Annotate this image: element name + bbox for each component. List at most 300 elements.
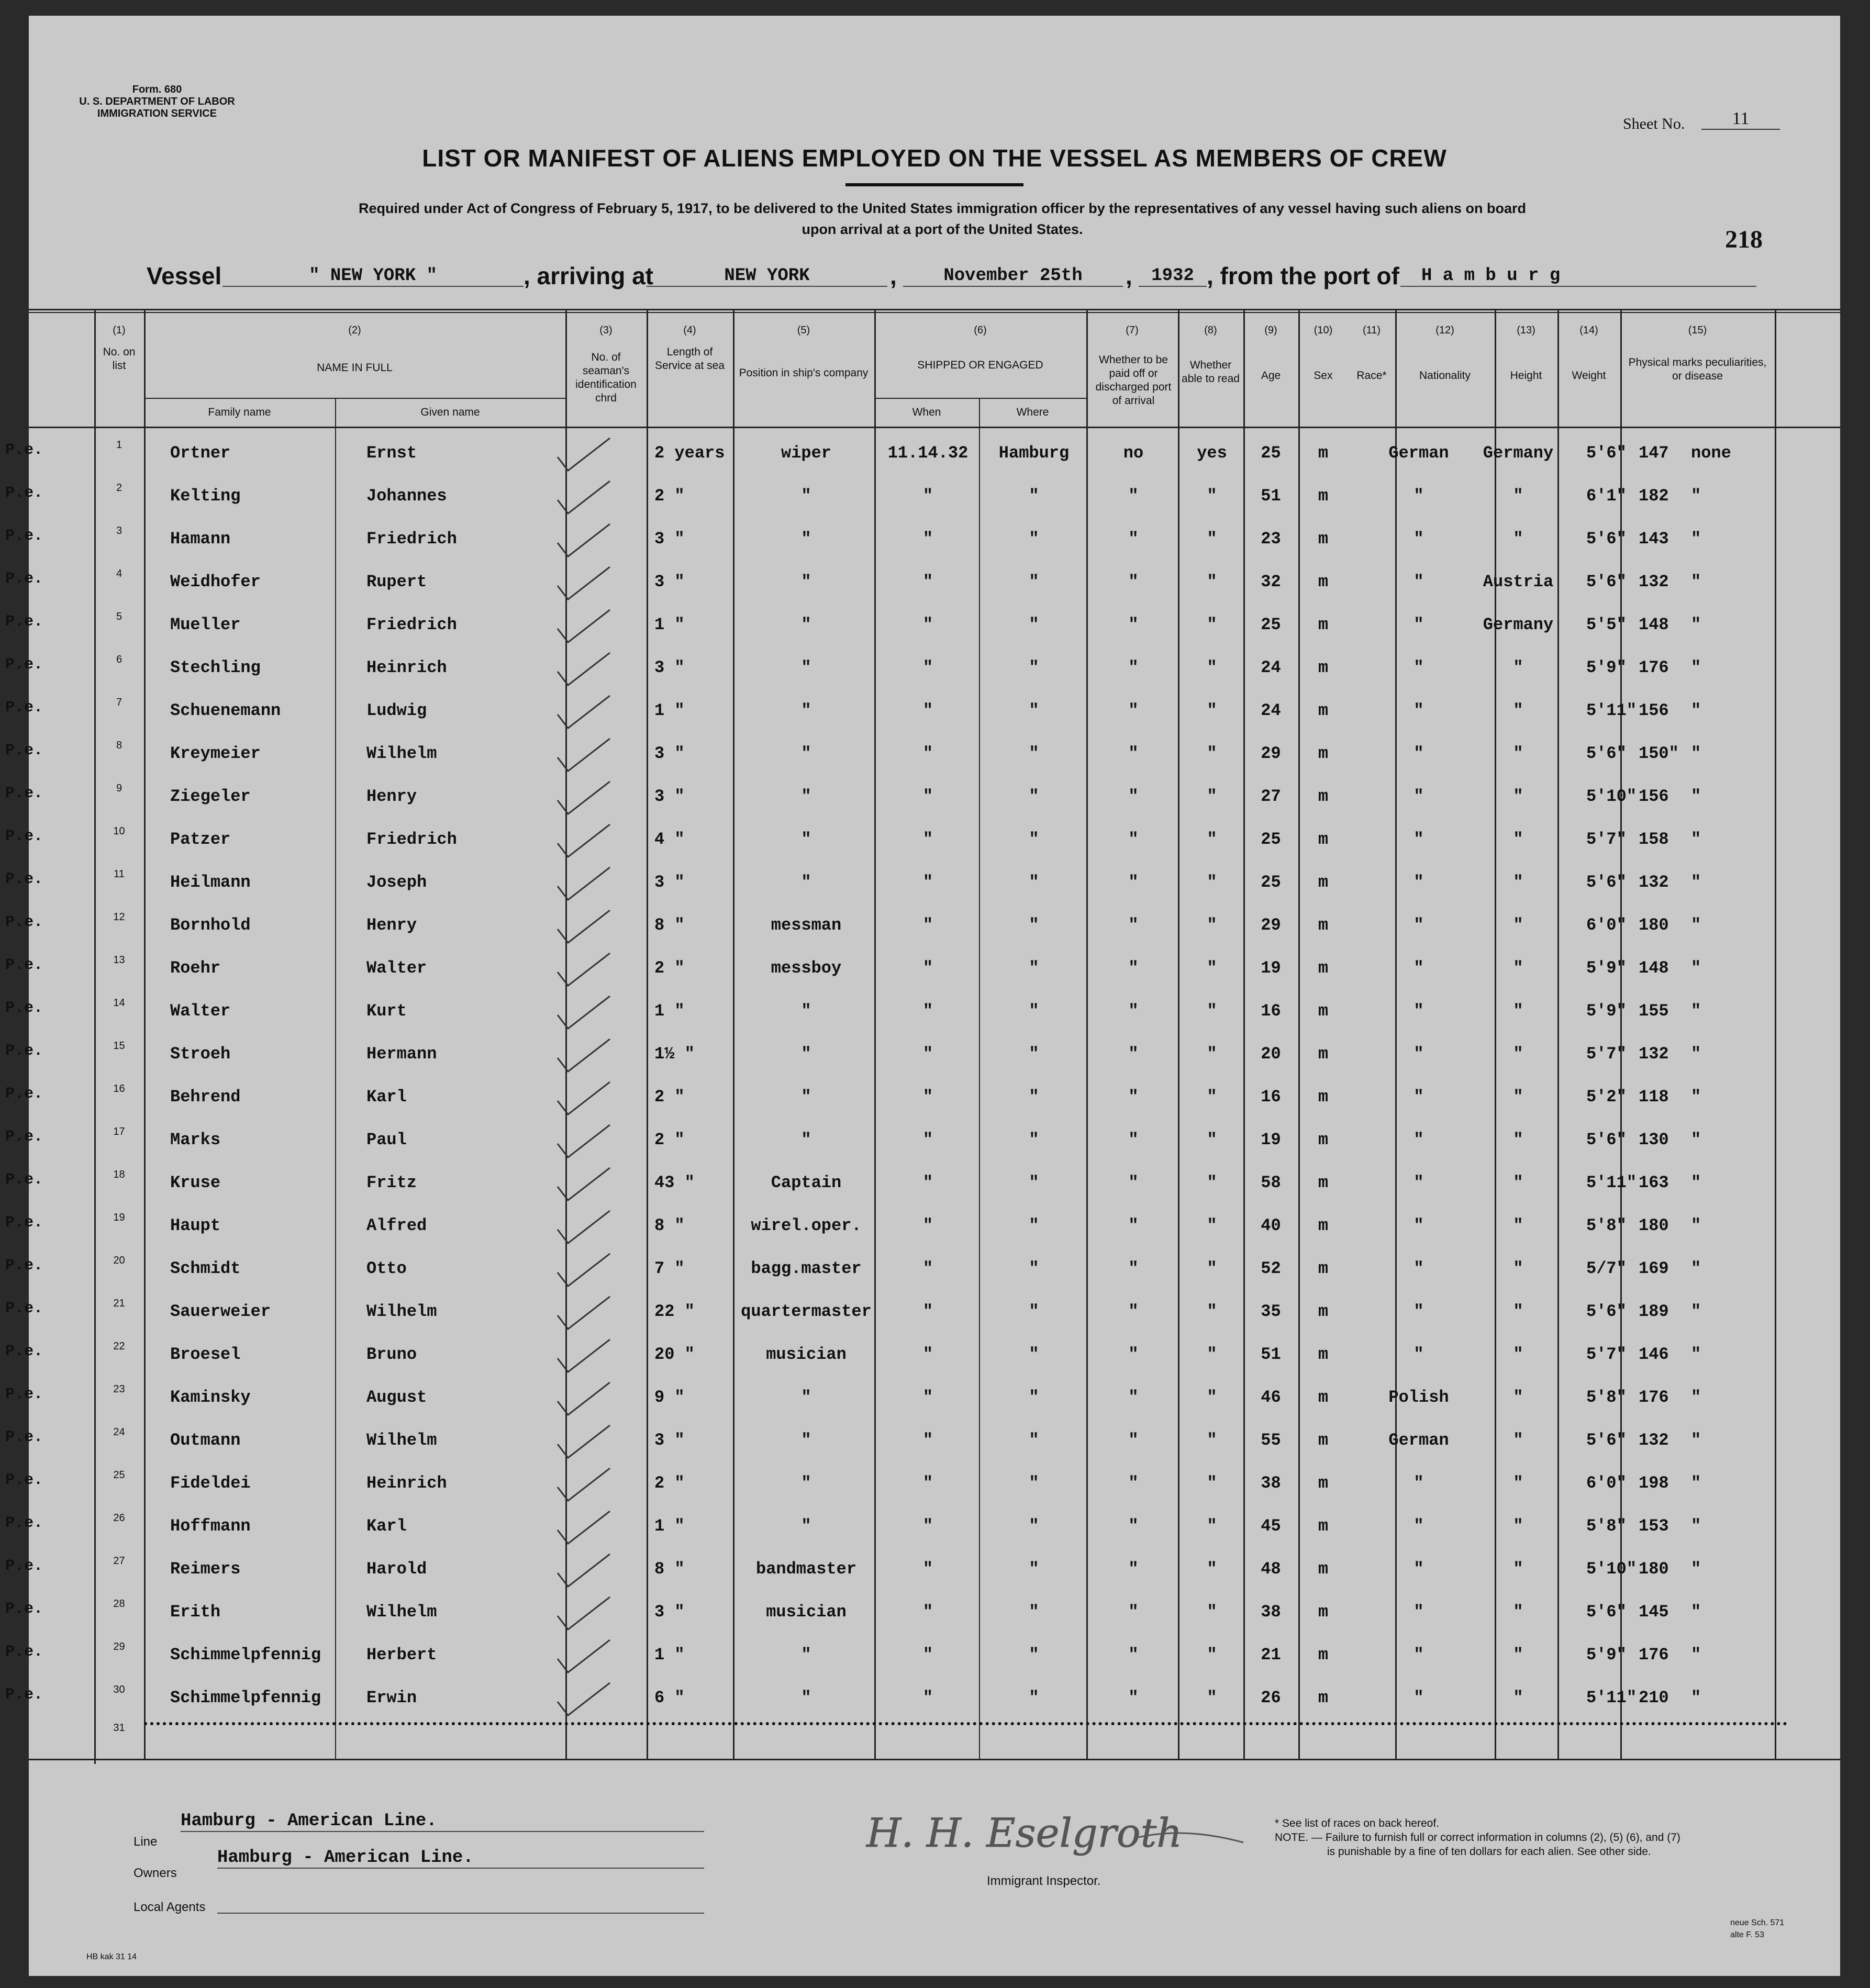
col-num-15: (15) [1688,325,1707,336]
cell-age: 16 [1261,1001,1281,1021]
cell-paid: " [1128,486,1139,506]
cell-weight: 118 [1639,1087,1669,1107]
cell-age: 38 [1261,1602,1281,1622]
cell-height: 5'6" [1586,1602,1627,1622]
cell-sex: m [1318,1087,1329,1107]
row-annotation-mark: P.e. [5,956,43,974]
cell-position: musician [766,1602,847,1622]
checkmark-icon [552,1552,615,1589]
table-row [5,1548,1840,1589]
local-agents-label: Local Agents [133,1900,206,1914]
cell-marks: " [1691,1044,1701,1064]
table-row [5,1333,1840,1374]
cell-service: 3 " [654,873,685,892]
col-num-6: (6) [974,325,987,336]
cell-family: Bornhold [170,915,251,935]
header-bottom-rule [29,427,1840,428]
cell-family: Haupt [170,1216,221,1235]
cell-when: " [922,1645,933,1665]
row-annotation-mark: P.e. [5,1171,43,1189]
row-annotation-mark: P.e. [5,1128,43,1146]
cell-age: 16 [1261,1087,1281,1107]
cell-marks: " [1691,486,1701,506]
cell-no: 5 [116,611,123,622]
cell-given: Henry [366,915,417,935]
cell-height: 5'11" [1586,1173,1637,1192]
cell-family: Heilmann [170,873,251,892]
cell-given: Friedrich [366,529,457,549]
cell-position: " [801,572,811,591]
cell-family: Walter [170,1001,231,1021]
col-header-marks: Physical marks peculiarities, or disease [1628,356,1767,382]
col-num-5: (5) [797,325,810,336]
cell-paid: " [1128,1516,1139,1536]
cell-sex: m [1318,1559,1329,1579]
cell-family: Schimmelpfennig [170,1688,321,1707]
cell-given: Paul [366,1130,407,1149]
cell-service: 3 " [654,529,685,549]
cell-no: 19 [113,1212,125,1223]
cell-when: " [922,958,933,978]
cell-weight: 182 [1639,486,1669,506]
cell-height: 5'11" [1586,701,1637,720]
cell-when: " [922,915,933,935]
cell-family: Stroeh [170,1044,231,1064]
cell-when: " [922,787,933,806]
cell-sex: m [1318,1645,1329,1665]
row-annotation-mark: P.e. [5,527,43,545]
cell-given: Friedrich [366,830,457,849]
cell-nationality: " [1513,1173,1523,1192]
cell-paid: " [1128,1645,1139,1665]
cell-sex: m [1318,701,1329,720]
cell-position: " [801,1645,811,1665]
cell-race: " [1413,615,1424,634]
row-annotation-mark: P.e. [5,441,43,459]
checkmark-icon [552,1337,615,1374]
table-row [5,990,1840,1031]
col-num-7: (7) [1126,325,1139,336]
cell-weight: 198 [1639,1473,1669,1493]
cell-when: " [922,1259,933,1278]
cell-read: " [1207,958,1217,978]
schedule-new: neue Sch. 571 [1730,1918,1785,1927]
row-annotation-mark: P.e. [5,913,43,931]
cell-paid: " [1128,958,1139,978]
cell-race: " [1413,1688,1424,1707]
cell-sex: m [1318,1130,1329,1149]
cell-paid: " [1128,1173,1139,1192]
cell-paid: " [1128,1044,1139,1064]
cell-age: 46 [1261,1388,1281,1407]
cell-given: Joseph [366,873,427,892]
cell-weight: 146 [1639,1345,1669,1364]
cell-nationality: " [1513,830,1523,849]
cell-paid: " [1128,658,1139,677]
owners-label: Owners [133,1866,177,1880]
cell-where: " [1029,701,1039,720]
cell-where: " [1029,1302,1039,1321]
checkmark-icon [552,1252,615,1288]
cell-race: " [1413,1259,1424,1278]
cell-position: " [801,1516,811,1536]
checkmark-icon [552,608,615,644]
cell-height: 5/7" [1586,1259,1627,1278]
cell-when: " [922,1688,933,1707]
arrival-date: November 25th [903,266,1123,287]
cell-where: " [1029,873,1039,892]
table-row [5,1591,1840,1632]
cell-read: " [1207,1602,1217,1622]
cell-where: " [1029,1130,1039,1149]
cell-age: 26 [1261,1688,1281,1707]
cell-weight: 155 [1639,1001,1669,1021]
cell-no: 11 [114,868,125,880]
cell-weight: 176 [1639,1388,1669,1407]
checkmark-icon [552,436,615,473]
checkmark-icon [552,1294,615,1331]
cell-age: 27 [1261,787,1281,806]
cell-paid: " [1128,1473,1139,1493]
cell-service: 3 " [654,658,685,677]
cell-where: " [1029,1473,1039,1493]
cell-family: Kruse [170,1173,221,1192]
cell-nationality: " [1513,873,1523,892]
cell-age: 29 [1261,744,1281,763]
cell-weight: 150" [1639,744,1679,763]
cell-when: " [922,744,933,763]
vessel-name: " NEW YORK " [222,266,524,287]
cell-paid: " [1128,529,1139,549]
cell-weight: 132 [1639,1431,1669,1450]
cell-when: " [922,1001,933,1021]
cell-marks: " [1691,1431,1701,1450]
cell-race: " [1413,529,1424,549]
cell-nationality: " [1513,1431,1523,1450]
cell-read: " [1207,701,1217,720]
cell-read: " [1207,486,1217,506]
cell-nationality: " [1513,1259,1523,1278]
cell-marks: " [1691,1216,1701,1235]
cell-read: " [1207,787,1217,806]
cell-service: 3 " [654,787,685,806]
cell-no: 13 [113,954,125,966]
table-row [5,1634,1840,1674]
col-header-given: Given name [420,406,480,418]
cell-where: " [1029,1645,1039,1665]
cell-no: 25 [113,1469,125,1481]
cell-read: " [1207,1087,1217,1107]
cell-where: " [1029,1087,1039,1107]
checkmark-icon [552,736,615,773]
cell-given: Alfred [366,1216,427,1235]
cell-nationality: " [1513,1302,1523,1321]
cell-service: 1½ " [654,1044,695,1064]
cell-weight: 210 [1639,1688,1669,1707]
col-header-height: Height [1510,370,1542,382]
cell-height: 5'6" [1586,443,1627,463]
cell-service: 3 " [654,572,685,591]
cell-position: messboy [771,958,842,978]
end-of-list-line [144,1722,1788,1725]
cell-marks: " [1691,744,1701,763]
cell-family: Erith [170,1602,221,1622]
checkmark-icon [552,908,615,945]
cell-paid: " [1128,1602,1139,1622]
cell-when: " [922,701,933,720]
cell-position: " [801,1130,811,1149]
cell-no: 20 [113,1255,125,1266]
checkmark-icon [552,865,615,902]
cell-race: " [1413,1473,1424,1493]
cell-no: 9 [116,783,123,794]
svg-text:H. H. Eselgroth: H. H. Eselgroth [866,1810,1183,1856]
cell-read: " [1207,1516,1217,1536]
col-header-weight: Weight [1572,370,1606,382]
cell-nationality: Germany [1483,615,1554,634]
cell-family: Kaminsky [170,1388,251,1407]
checkmark-icon [552,1123,615,1159]
page-title: LIST OR MANIFEST OF ALIENS EMPLOYED ON THE VESSEL AS MEMBERS OF CREW [422,144,1447,172]
col-header-nationality: Nationality [1419,370,1471,382]
cell-paid: " [1128,744,1139,763]
cell-age: 25 [1261,443,1281,463]
cell-no: 16 [113,1083,125,1094]
cell-position: " [801,830,811,849]
cell-marks: " [1691,1345,1701,1364]
row-annotation-mark: P.e. [5,785,43,802]
cell-height: 5'9" [1586,1645,1627,1665]
row-annotation-mark: P.e. [5,1257,43,1275]
cell-when: " [922,1302,933,1321]
cell-position: " [801,1431,811,1450]
cell-service: 2 " [654,958,685,978]
cell-when: " [922,830,933,849]
table-row [5,475,1840,516]
cell-family: Outmann [170,1431,241,1450]
cell-paid: " [1128,1688,1139,1707]
col-header-name: NAME IN FULL [317,362,393,374]
cell-service: 20 " [654,1345,695,1364]
cell-when: " [922,1516,933,1536]
cell-weight: 158 [1639,830,1669,849]
cell-nationality: " [1513,1645,1523,1665]
table-row [5,1247,1840,1288]
cell-age: 32 [1261,572,1281,591]
col-header-read: Whether able to read [1182,359,1240,385]
cell-race: " [1413,1216,1424,1235]
cell-given: Otto [366,1259,407,1278]
row-annotation-mark: P.e. [5,570,43,588]
cell-race: " [1413,1602,1424,1622]
cell-sex: m [1318,1001,1329,1021]
cell-no: 6 [116,654,123,665]
table-row [5,1376,1840,1417]
cell-family: Fideldei [170,1473,251,1493]
cell-position: " [801,1001,811,1021]
cell-race: " [1413,1645,1424,1665]
cell-family: Hamann [170,529,231,549]
table-top-rule [29,309,1840,310]
checkmark-icon [552,694,615,730]
cell-position: wiper [781,443,831,463]
cell-service: 22 " [654,1302,695,1321]
printer-code: HB kak 31 14 [86,1952,137,1961]
cell-race: Polish [1388,1388,1449,1407]
cell-where: " [1029,1216,1039,1235]
cell-when: " [922,1473,933,1493]
row-annotation-mark: P.e. [5,1514,43,1532]
cell-no: 2 [116,482,123,494]
col-num-3: (3) [599,325,613,336]
cell-nationality: " [1513,1216,1523,1235]
row-annotation-mark: P.e. [5,484,43,502]
cell-marks: " [1691,1388,1701,1407]
cell-family: Ziegeler [170,787,251,806]
cell-marks: " [1691,787,1701,806]
cell-paid: " [1128,830,1139,849]
cell-no: 17 [113,1126,125,1137]
cell-marks: " [1691,1516,1701,1536]
table-row [5,1204,1840,1245]
cell-age: 23 [1261,529,1281,549]
cell-given: Heinrich [366,1473,447,1493]
table-row [5,818,1840,859]
cell-race: " [1413,1130,1424,1149]
cell-weight: 169 [1639,1259,1669,1278]
cell-family: Stechling [170,658,261,677]
row-annotation-mark: P.e. [5,1214,43,1232]
cell-when: " [922,486,933,506]
cell-race: " [1413,958,1424,978]
manifest-code: 218 [1725,226,1763,253]
cell-when: " [922,572,933,591]
cell-family: Ortner [170,443,231,463]
cell-no: 24 [113,1426,125,1438]
col-num-11: (11) [1362,325,1381,336]
cell-paid: " [1128,1087,1139,1107]
departure-port: H a m b u r g [1400,266,1756,287]
checkmark-icon [552,1466,615,1503]
cell-weight: 156 [1639,787,1669,806]
cell-position: " [801,1044,811,1064]
col-num-12: (12) [1435,325,1454,336]
cell-marks: " [1691,1602,1701,1622]
cell-height: 5'8" [1586,1216,1627,1235]
cell-no: 15 [113,1040,125,1052]
table-row [5,861,1840,902]
cell-position: " [801,1688,811,1707]
checkmark-icon [552,651,615,687]
manifest-sheet: Form. 680 U. S. DEPARTMENT OF LABOR IMMIGRATION SERVICE Sheet No. 11 LIST OR MANIFEST OF ALIENS EMPLOYED ON THE VESSEL AS MEMBERS OF CREW Required under Act of Congress of February 5, 1917, to be delivered to the United States immigration officer by the representatives of any vessel having such aliens on board upon arrival at a port of the United States. 218 Vessel " NEW YORK " , arriving at NEW YORK , November 25th , 1932 , from the port of H a m b u r g (1) (2) (3) (4) (5) (6) (7) (8) (9) (10) (11) (12) (13) (14) (15) No. on list NAME IN FULL Family name Given name No. of seaman's identification chrd Length of Service at sea Position in ship's company SHIPPED OR ENGAGED When Where Whether to be paid off or discharged port of arrival Whether able to read Age Sex Race* Nationality Height Weight Physical marks peculiarities, or disease P.e. 1 Ortner Ernst 2 years wiper 11.14.32 Hamburg no yes 25 m German Germany 5'6" 147 none P.e. 2 Kelting Johannes 2 " " " " " " 51 m " " 6'1" 182 " P.e. 3 Hamann Friedrich 3 " " " " " " 23 m " " 5'6" 143 " P.e. 4 Weidhofer Rupert 3 " " " " " " 32 m " Austria 5'6" 132 " P.e. 5 Mueller Friedrich 1 " " " " " " 25 m " Germany 5'5" 148 " P.e. 6 Stechling Heinrich 3 " " " " " " 24 m " " 5'9" 176 " P.e. 7 Schuenemann Ludwig 1 " " " " " " 24 m " " 5'11" 156 " P.e. 8 Kreymeier Wilhelm 3 " " " " " " 29 m " " 5'6" 150" " P.e. 9 Ziegeler Henry 3 " " " " " " 27 m " " 5'10" 156 " P.e. 10 Patzer Friedrich 4 " " " " " " 25 m " " 5'7" 158 " P.e. 11 Heilmann Joseph 3 " " " " " " 25 m " " 5'6" 132 " P.e. 12 Bornhold Henry 8 " messman " " " " 29 m " " 6'0" 180 " P.e. 13 Roehr Walter 2 " messboy " " " " 19 m " " 5'9" 148 " P.e. 14 Walter Kurt 1 " " " " " " 16 m " " 5'9" 155 " P.e. 15 Stroeh Hermann 1½ " " " " " " 20 m " " 5'7" 132 " P.e. 16 Behrend Karl 2 " " " " " " 16 m " " 5'2" 118 " P.e. 17 Marks Paul 2 " " " " " " 19 m " " 5'6" 130 " P.e. 18 Kruse Fritz 43 " Captain " " " " 58 m " " 5'11" 163 " P.e. 19 Haupt Alfred 8 " wirel.oper. " " " " 40 m " " 5'8" 180 " P.e. 20 Schmidt Otto 7 " bagg.master " " " " 52 m " " 5/7" 169 " P.e. 21 Sauerweier Wilhelm 22 " quartermaster " " " " 35 m " " 5'6" 189 " P.e. 22 Broesel Bruno 20 " musician " " " " 51 m " " 5'7" 146 " P.e. 23 Kaminsky August 9 " " " " " " 46 m Polish " 5'8" 176 " P.e. 24 Outmann Wilhelm 3 " " " " " " 55 m German " 5'6" 132 " P.e. 25 Fideldei Heinrich 2 " " " " " " 38 m " " 6'0" 198 " P.e. 26 Hoffmann Karl 1 " " " " " " 45 m " " 5'8" 153 " P.e. 27 Reimers Harold 8 " bandmaster " " " " 48 m " " 5'10" 180 " P.e. 28 Erith Wilhelm 3 " musician " " " " 38 m " " 5'6" 145 " P.e. 29 Schimmelpfennig Herbert 1 " " " " " " 21 m " " 5'9" 176 " P.e. 30 Schimmelpfennig Erwin 6 " " " " " " 26 m " " 5'11" 210 " 31 Line Hamburg - American Line. Owners Hamburg - American Line. Local Agents H. H. Eselgroth Immigrant Inspector. * See list of races on back hereof. NOTE. — Failure to furnish full or correct information in columns (2), (5) (6), and (7) is punishable by a fine of ten dollars for each alien. See other side. neue Sch. 571 alte F. 53 HB kak 31 14 [29,16,1840,1976]
cell-weight: 145 [1639,1602,1669,1622]
cell-where: " [1029,1516,1039,1536]
cell-when: 11.14.32 [887,443,969,463]
cell-sex: m [1318,486,1329,506]
cell-when: " [922,1130,933,1149]
cell-paid: " [1128,1130,1139,1149]
cell-race: " [1413,787,1424,806]
cell-where: " [1029,572,1039,591]
cell-paid: " [1128,615,1139,634]
table-row [5,1119,1840,1159]
table-bottom-rule [29,1759,1840,1760]
cell-nationality: " [1513,1345,1523,1364]
cell-read: " [1207,658,1217,677]
cell-weight: 153 [1639,1516,1669,1536]
cell-weight: 176 [1639,658,1669,677]
cell-sex: m [1318,830,1329,849]
cell-read: " [1207,915,1217,935]
table-row [5,775,1840,816]
cell-height: 5'10" [1586,1559,1637,1579]
cell-position: " [801,1388,811,1407]
sheet-number: 11 [1701,109,1780,130]
table-row [5,1677,1840,1717]
cell-marks: " [1691,658,1701,677]
row-annotation-mark: P.e. [5,870,43,888]
cell-height: 5'10" [1586,787,1637,806]
cell-height: 5'8" [1586,1516,1627,1536]
cell-paid: " [1128,1388,1139,1407]
cell-height: 5'6" [1586,529,1627,549]
cell-sex: m [1318,1602,1329,1622]
cell-age: 25 [1261,615,1281,634]
cell-service: 2 " [654,1087,685,1107]
cell-race: " [1413,486,1424,506]
cell-no: 29 [113,1641,125,1652]
cell-sex: m [1318,572,1329,591]
footnote-races: * See list of races on back hereof. [1275,1817,1440,1829]
cell-given: Ludwig [366,701,427,720]
table-row [5,518,1840,559]
cell-position: Captain [771,1173,842,1192]
cell-service: 1 " [654,701,685,720]
cell-read: " [1207,1388,1217,1407]
cell-height: 5'7" [1586,830,1627,849]
form-identifier [71,84,243,120]
cell-service: 43 " [654,1173,695,1192]
footnote-penalty-2: is punishable by a fine of ten dollars for each alien. See other side. [1327,1846,1651,1858]
cell-weight: 180 [1639,915,1669,935]
cell-where: " [1029,1173,1039,1192]
cell-where: " [1029,1431,1039,1450]
table-row [5,1505,1840,1546]
cell-race: " [1413,1559,1424,1579]
cell-service: 2 " [654,1473,685,1493]
cell-sex: m [1318,1473,1329,1493]
cell-race: " [1413,830,1424,849]
cell-sex: m [1318,1345,1329,1364]
cell-where: " [1029,529,1039,549]
cell-service: 1 " [654,1001,685,1021]
cell-read: " [1207,873,1217,892]
row-annotation-mark: P.e. [5,742,43,760]
cell-marks: " [1691,529,1701,549]
owners-value: Hamburg - American Line. [217,1848,704,1869]
cell-marks: " [1691,1302,1701,1321]
table-row [5,1033,1840,1074]
cell-where: " [1029,1688,1039,1707]
cell-family: Behrend [170,1087,241,1107]
cell-marks: " [1691,572,1701,591]
cell-when: " [922,1345,933,1364]
cell-sex: m [1318,529,1329,549]
col-header-race: Race* [1356,370,1387,382]
row-annotation-mark: P.e. [5,656,43,674]
cell-race: " [1413,915,1424,935]
cell-where: " [1029,615,1039,634]
